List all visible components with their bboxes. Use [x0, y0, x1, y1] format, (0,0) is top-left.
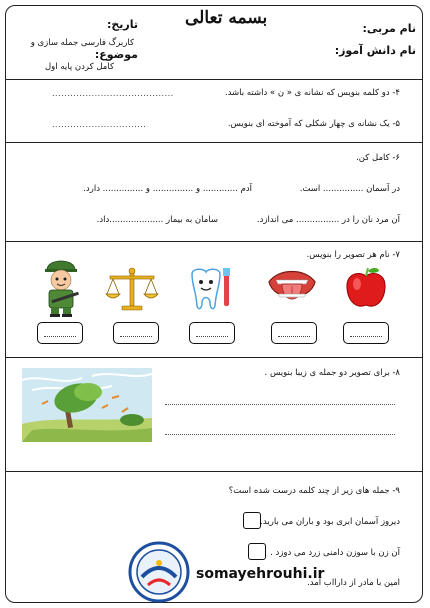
fill-sentence[interactable]: آدم ............. و ............... و ............... دارد.	[83, 184, 252, 194]
apple-icon	[343, 266, 389, 310]
date-label: تاریخ:	[106, 18, 138, 31]
subject-value-line1: کاربرگ فارسی جمله سازی و	[30, 38, 134, 48]
answer-box-mouth[interactable]	[271, 322, 317, 344]
answer-line[interactable]	[165, 434, 395, 435]
question-6: ۶- کامل کن.	[356, 153, 400, 163]
fill-sentence[interactable]: در آسمان ............... است.	[299, 184, 400, 194]
tooth-brush-icon	[184, 266, 236, 310]
mouth-tongue-icon	[266, 266, 318, 310]
answer-line[interactable]	[165, 404, 395, 405]
count-box-1[interactable]	[243, 512, 261, 529]
question-8: ۸- برای تصویر دو جمله ی زیبا بنویس .	[264, 368, 400, 378]
count-box-2[interactable]	[248, 543, 266, 560]
answer-blank[interactable]: ...............................	[52, 120, 147, 129]
divider	[5, 241, 423, 242]
student-name-label: نام دانش آموز:	[334, 44, 416, 57]
question-5: ۵- یک نشانه ی چهار شکلی که آموخته ای بنویس.	[227, 119, 400, 129]
question-4: ۴- دو کلمه بنویس که نشانه ی « ن » داشته باشد.	[224, 88, 400, 98]
fill-sentence[interactable]: سامان به بیمار ....................داد.	[96, 215, 218, 225]
balance-scale-icon	[104, 266, 160, 312]
answer-box-soldier[interactable]	[37, 322, 83, 344]
subject-value-line2: کامل کردن پایه اول	[44, 62, 114, 72]
soldier-icon	[38, 256, 84, 318]
question-7: ۷- نام هر تصویر را بنویس.	[306, 250, 400, 260]
divider	[5, 471, 423, 472]
divider	[5, 79, 423, 80]
q9-sentence-3: امین با مادر از دارااب آمد.	[307, 578, 400, 588]
q9-sentence-1: دیروز آسمان ابری بود و باران می بارید.	[260, 517, 400, 527]
answer-blank[interactable]: ........................................	[52, 89, 174, 98]
answer-box-scale[interactable]	[113, 322, 159, 344]
q9-sentence-2: آن زن با سوزن دامنی زرد می دوزد .	[270, 548, 400, 558]
answer-box-teeth[interactable]	[189, 322, 235, 344]
fill-sentence[interactable]: آن مرد نان را در ................ می اندازد.	[256, 215, 400, 225]
answer-box-apple[interactable]	[343, 322, 389, 344]
divider	[5, 142, 423, 143]
teacher-name-label: نام مربی:	[362, 22, 416, 35]
divider	[5, 357, 423, 358]
page-title: بسمه تعالی	[185, 8, 268, 28]
watermark-site: somayehrouhi.ir	[196, 566, 325, 582]
question-9: ۹- جمله های زیر از چند کلمه درست شده است؟	[228, 486, 400, 496]
subject-label: موضوع:	[94, 48, 138, 61]
windy-landscape-icon	[22, 368, 152, 442]
watermark-logo	[128, 541, 190, 603]
